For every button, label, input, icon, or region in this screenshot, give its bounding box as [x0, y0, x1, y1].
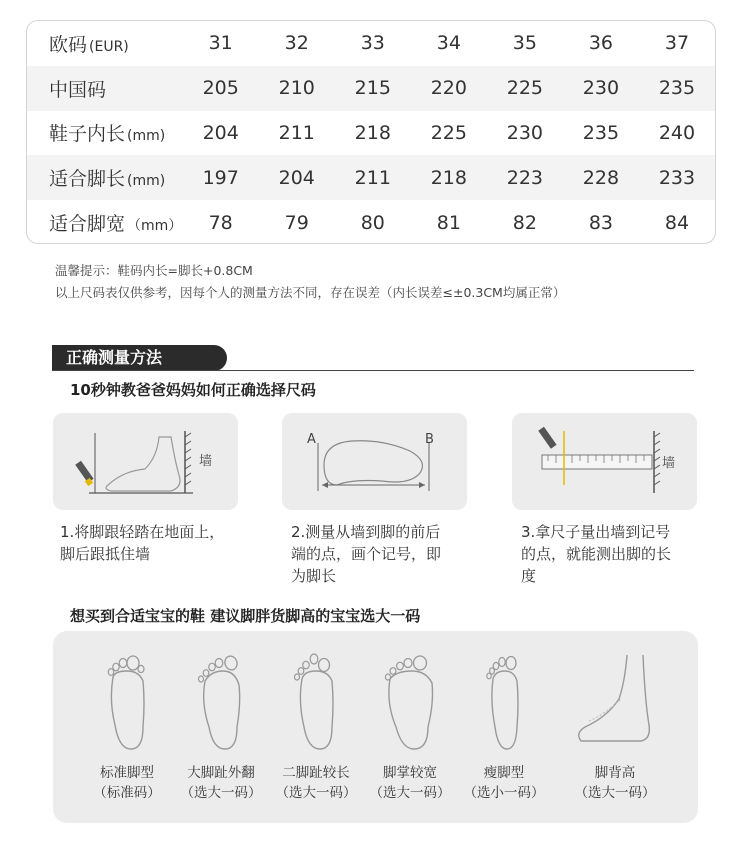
table-cell: 230 [506, 121, 544, 144]
step-line: 2.测量从墙到脚的前后 [291, 523, 441, 541]
foot-type-long-second-toe [264, 641, 368, 803]
table-cell: 235 [582, 121, 620, 144]
table-cell: 223 [506, 166, 544, 189]
section-title: 正确测量方法 [52, 345, 227, 371]
size-table [26, 20, 716, 244]
table-cell: 37 [664, 32, 690, 55]
foot-type-name: 标准脚型 [100, 765, 154, 781]
table-cell: 197 [202, 166, 239, 189]
table-cell: 210 [278, 77, 315, 100]
table-cell: 218 [430, 166, 467, 189]
wide-foot-icon [358, 641, 462, 761]
table-cell: 84 [664, 211, 690, 234]
step-line: 3.拿尺子量出墙到记号 [521, 523, 671, 541]
table-cell: 36 [588, 32, 614, 55]
step-line: 的点，就能测出脚的长 [521, 545, 672, 563]
foot-type-note: （标准码） [93, 785, 161, 801]
table-cell: 33 [360, 32, 385, 55]
step-1-illustration [53, 413, 238, 510]
step-line: 度 [521, 567, 537, 585]
long-second-toe-foot-icon [264, 641, 368, 761]
tip-line: 温馨提示：鞋码内长=脚长+0.8CM [55, 263, 253, 278]
foot-type-high-instep [563, 641, 667, 803]
table-header-row [27, 21, 715, 66]
step-line: 1.将脚跟轻踏在地面上， [60, 523, 225, 541]
foot-type-name: 脚掌较宽 [383, 765, 437, 781]
table-cell: 78 [208, 211, 233, 234]
table-cell: 211 [278, 121, 315, 144]
size-tips [55, 260, 565, 304]
ruler-measure-icon [512, 413, 697, 510]
foot-type-name: 二脚趾较长 [282, 765, 350, 781]
table-cell: 235 [658, 77, 696, 100]
table-cell: 83 [588, 211, 614, 234]
foot-against-wall-icon [53, 413, 238, 510]
step-line: 端的点，画个记号，即 [291, 545, 442, 563]
table-cell: 233 [658, 166, 696, 189]
step-line: 脚后跟抵住墙 [60, 545, 151, 563]
high-instep-foot-icon [563, 641, 667, 761]
svg-text:A: A [307, 432, 316, 447]
table-cell: 204 [278, 166, 315, 189]
table-cell: 34 [436, 32, 461, 55]
table-cell: 31 [208, 32, 233, 55]
table-cell: 32 [284, 32, 309, 55]
table-cell: 81 [436, 211, 461, 234]
step-3-text [521, 521, 671, 587]
row-label: 适合脚宽 （mm） [49, 213, 183, 236]
row-label: 欧码 (EUR) [49, 33, 129, 56]
table-cell: 228 [582, 166, 620, 189]
tip-line: 以上尺码表仅供参考，因每个人的测量方法不同，存在误差（内长误差≤±0.3CM均属正常） [55, 285, 566, 300]
svg-text:墙: 墙 [662, 456, 676, 471]
table-cell: 215 [354, 77, 391, 100]
table-cell: 204 [202, 121, 239, 144]
table-row [27, 66, 715, 111]
table-cell: 35 [512, 32, 537, 55]
table-cell: 225 [430, 121, 467, 144]
foot-type-note: （选大一码） [574, 785, 656, 801]
slim-foot-icon [452, 641, 556, 761]
step-line: 为脚长 [291, 567, 337, 585]
foot-type-standard [75, 641, 179, 803]
foot-type-name: 瘦脚型 [483, 765, 525, 781]
step-3-illustration [512, 413, 697, 510]
table-row [27, 155, 715, 200]
table-cell: 80 [360, 211, 385, 234]
step-1-text [60, 521, 224, 565]
row-label: 中国码 [49, 78, 107, 101]
table-cell: 79 [284, 211, 309, 234]
foot-type-slim [452, 641, 556, 803]
table-cell: 218 [354, 121, 391, 144]
table-cell: 211 [354, 166, 391, 189]
table-cell: 220 [430, 77, 467, 100]
foot-type-note: （选大一码） [369, 785, 451, 801]
table-cell: 205 [202, 77, 239, 100]
table-cell: 230 [582, 77, 620, 100]
bunion-foot-icon [169, 641, 273, 761]
row-label: 适合脚长 (mm) [49, 168, 166, 191]
table-cell: 225 [506, 77, 544, 100]
foot-types-title: 想买到合适宝宝的鞋 建议脚胖货脚高的宝宝选大一码 [70, 607, 421, 625]
section-subtitle: 10秒钟教爸爸妈妈如何正确选择尺码 [70, 381, 316, 399]
foot-type-note: （选小一码） [463, 785, 545, 801]
table-row [27, 111, 715, 156]
standard-foot-icon [75, 641, 179, 761]
table-cell: 240 [658, 121, 696, 144]
foot-type-name: 脚背高 [594, 765, 636, 781]
row-label: 鞋子内长 (mm) [49, 123, 166, 146]
foot-outline-measure-icon [282, 413, 467, 510]
svg-text:B: B [425, 432, 434, 447]
table-row [27, 200, 715, 244]
step-2-illustration [282, 413, 467, 510]
foot-type-wide [358, 641, 462, 803]
step-2-text [291, 521, 441, 587]
divider [52, 370, 694, 371]
table-cell: 82 [512, 211, 537, 234]
foot-type-name: 大脚趾外翻 [187, 765, 255, 781]
foot-type-note: （选大一码） [275, 785, 357, 801]
foot-type-bunion [169, 641, 273, 803]
foot-type-note: （选大一码） [180, 785, 262, 801]
foot-types-panel [53, 631, 698, 823]
svg-text:墙: 墙 [199, 454, 213, 469]
